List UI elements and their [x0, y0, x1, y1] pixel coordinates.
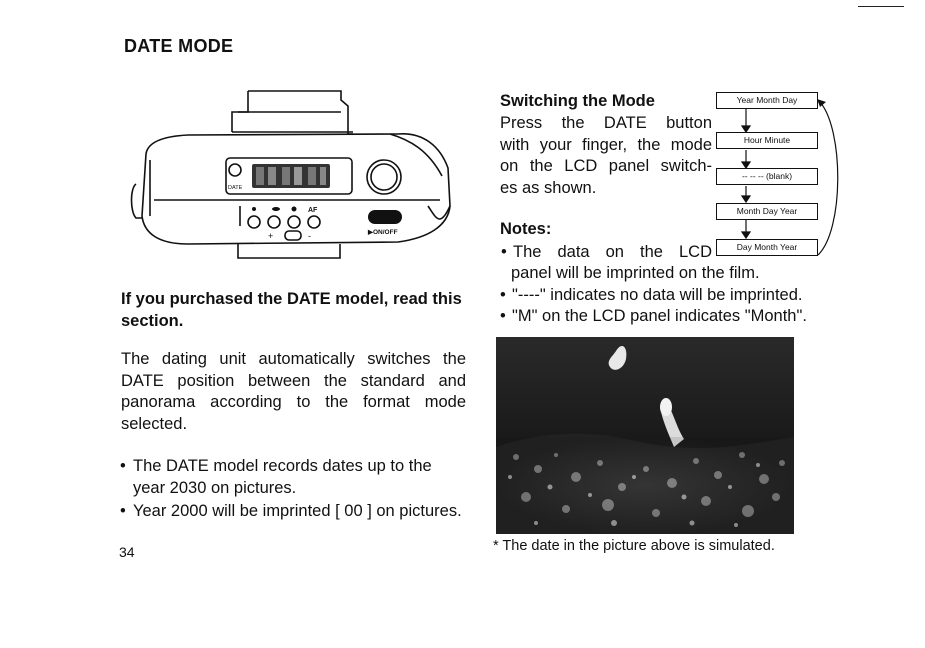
- camera-top-illustration: [128, 88, 460, 268]
- notes-first-line: [500, 242, 712, 264]
- note-line: • The data on the LCD: [500, 242, 712, 264]
- notes-list: [500, 263, 845, 328]
- sample-photo: [496, 337, 794, 534]
- text-line: with your finger, the mode: [500, 135, 712, 154]
- notes-title: Notes:: [500, 220, 552, 238]
- camera-plus-label: +: [268, 231, 274, 241]
- flow-mode-box: Day Month Year: [716, 239, 818, 256]
- switching-mode-text: [500, 113, 712, 199]
- flow-mode-box: Year Month Day: [716, 92, 818, 109]
- flow-mode-box: Month Day Year: [716, 203, 818, 220]
- list-item: • The DATE model records dates up to the year 2030 on pictures.: [118, 456, 468, 499]
- list-item: • "M" on the LCD panel indicates "Month".: [500, 306, 845, 328]
- top-rule: [858, 6, 904, 7]
- left-bullet-list: [118, 456, 468, 525]
- camera-date-label: DATE: [228, 185, 243, 191]
- note-continuation: panel will be imprinted on the film.: [511, 264, 760, 282]
- camera-minus-label: -: [308, 231, 311, 241]
- page-number: 34: [119, 544, 135, 560]
- list-item: • Year 2000 will be imprinted [ 00 ] on pictures.: [118, 501, 468, 523]
- list-item: • "----" indicates no data will be imprinted.: [500, 285, 845, 307]
- camera-af-label: AF: [308, 207, 318, 214]
- sample-photo-image: [496, 337, 794, 534]
- date-model-note: If you purchased the DATE model, read this section.: [121, 290, 462, 330]
- mode-flow-diagram: [716, 90, 846, 268]
- dating-unit-paragraph: The dating unit automatically switches the DATE position between the standard and panorama according to the format mode selected.: [121, 350, 466, 433]
- flow-mode-box: -- -- -- (blank): [716, 168, 818, 185]
- camera-onoff-label: ▶ON/OFF: [368, 229, 398, 236]
- flow-mode-box: Hour Minute: [716, 132, 818, 149]
- text-line: on the LCD panel switch-: [500, 157, 712, 175]
- text-line: Press the DATE button: [500, 114, 712, 132]
- photo-caption: * The date in the picture above is simulated.: [493, 538, 775, 554]
- switching-mode-title: Switching the Mode: [500, 92, 655, 110]
- page-heading: DATE MODE: [124, 36, 234, 56]
- text-line: es as shown.: [500, 178, 597, 197]
